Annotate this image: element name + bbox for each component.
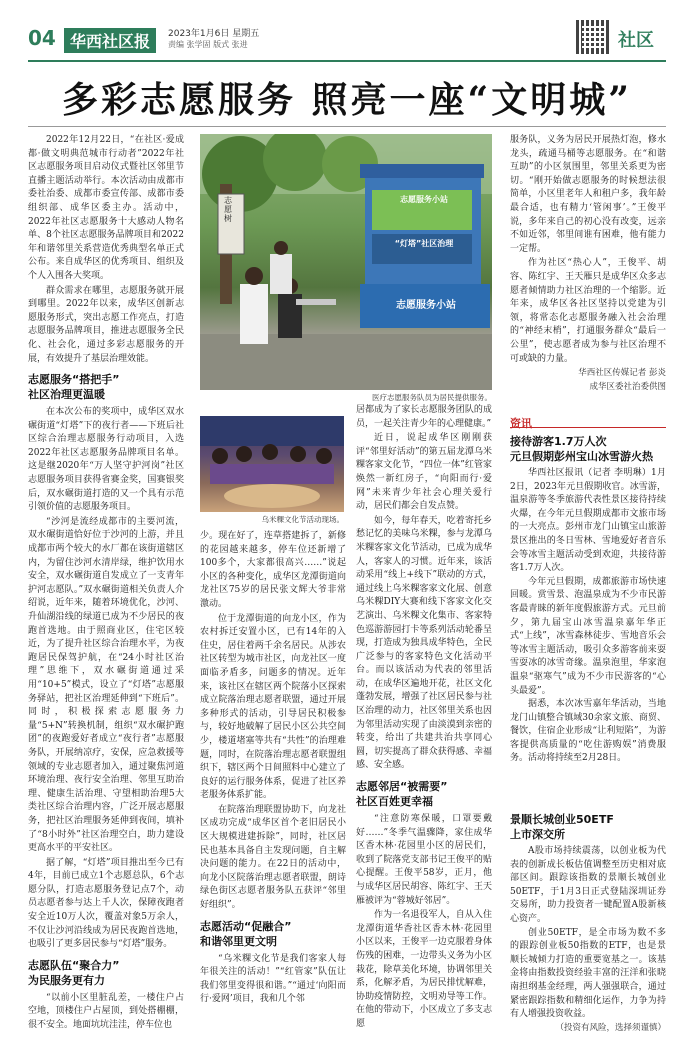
paragraph: “以前小区里脏乱差，一楼住户占空地，顶楼住户占屋顶，到处搭棚棚，很不安全。地面坑坑洼洼，停车位也 — [28, 992, 184, 1031]
subhead-line: 和谐邻里更文明 — [200, 934, 277, 948]
subhead-line: 社区百姓更幸福 — [356, 795, 433, 809]
news-title-line: 元旦假期彭州宝山冰雪游火热 — [510, 450, 653, 463]
paragraph: 据了解，“灯塔”项目推出至今已有4年，目前已成立1个志愿总队，6个志愿分队，打造志愿服务登记点7个，动员志愿者参与达上千人次，保障夜跑者安全近10万人次，覆盖对象5万余人，不仅让沙河沿线成为居民夜跑首选地，也吸引了更多居民参与“灯塔”服务。 — [28, 857, 184, 950]
editors-line: 责编 张学固 版式 张进 — [168, 40, 248, 49]
news-item-etf — [510, 812, 666, 1035]
subhead-line: 为民服务更有力 — [28, 973, 105, 987]
issue-date: 2023年1月6日 星期五 — [168, 29, 260, 39]
page-number: 04 — [28, 26, 56, 50]
paragraph: 居都成为了家长志愿服务团队的成员，一起关注青少年的心理健康。” — [356, 405, 492, 429]
subhead-volunteer-team — [28, 958, 184, 988]
paragraph: 如今，每年春天，吃着寄托乡愁记忆的美味乌米粿，参与龙潭乌米粿客家文化节活动，已成为成华人，客家人的习惯。近年来，该活动采用“线上+线下”联动的方式，通过线上乌米粿客家文化展、创意乌米粿DIY大赛和线下客家文化交艺演出、乌米粿文化集市、客家特色巡游游园打卡等系列活动轮番呈现，打造成为独具成华特色，全民广泛参与的客家特色文化活动平台。而以该活动为代表的邻里活动，在成华区遍地开花，社区文化蓬勃发展，增强了社区居民参与社区治理的动力，社区邻里关系也因为邻里活动实现了由淡漠到亲密的转变，给出了共建共治共享同心圆，切实提高了群众获得感、幸福感、安全感。 — [356, 515, 492, 771]
photo-sign-middle: “灯塔”社区治理 — [394, 239, 454, 248]
paragraph: “注意防寒保暖，口罩要戴好……”冬季气温骤降，家住成华区香木林·花园里小区的居民们，收到了院落党支部书记王俊平的贴心提醒。王俊平58岁，正月，他与成华区居民胡容、陈红宇、王天雁被评为“蓉城好邻居”。 — [356, 814, 492, 906]
byline-reporter: 华西社区传媒记者 彭炎 — [578, 368, 666, 379]
news-title-line: 接待游客1.7万人次 — [510, 435, 607, 448]
paragraph: 今年元旦假期，成都旅游市场快速回暖。赏雪景、泡温泉成为不少市民游客最青睐的新年度假旅游方式。元旦前夕，第九届宝山冰雪温泉嘉年华正式“上线”，冰雪森林徒步、雪地音乐会等冰雪主题活动，吸引众多游客前来耍雪耍冰的冰雪奇缘。温泉泡里，华家泡温泉“驱寒气”成为不少市民游客的“心头最爱”。 — [510, 576, 666, 696]
article-column-4 — [510, 134, 666, 395]
photo-festival-illustration — [200, 416, 344, 512]
subhead-line: 志愿队伍“聚合力” — [28, 958, 120, 972]
headline: 多彩志愿服务 照亮一座“文明城” — [62, 79, 632, 121]
masthead — [28, 22, 666, 62]
paragraph: 作为一名退役军人，自从入住龙潭街道华香社区香木林·花园里小区以来，王俊平一边克服着身体伤残的困难，一边带头义务为小区栽花，除草美化环境，协调邻里关系，化解矛盾，为居民排忧解难，协助疫情防控，文明劝导等工作。在他的带动下，小区成立了多支志愿 — [356, 910, 492, 1029]
subhead-volunteer-activity — [200, 919, 346, 949]
paragraph: 服务队，义务为居民开展热灯泡，修水龙头，疏通马桶等志愿服务。在“和谐互助”的小区氛围里，邻里关系更为密切。“刚开始做志愿服务的时候想法很简单，小区里老年人和租户多，我年龄最合适，也有精力‘管闲事’。”王俊平说，多年来自己的初心没有改变，远亲不如近邻，邻里间谁有困难，他有能力一定帮。 — [510, 135, 666, 254]
news-tag-label: 资讯 — [510, 417, 532, 430]
subhead-line: 志愿邻居“被需要” — [356, 780, 448, 794]
byline-photo: 成华区委社治委供图 — [589, 382, 666, 393]
news-title-line: 上市深交所 — [510, 828, 565, 841]
subhead-volunteer-neighbor — [356, 779, 492, 809]
article-column-2 — [200, 530, 346, 1008]
news-title-line: 景顺长城创业50ETF — [510, 813, 614, 826]
headline-divider — [28, 126, 666, 127]
paragraph: “沙河是流经成都市的主要河流，双水碾街道恰好位于沙河的上游，并且成都市两个较大的水厂都在该街道辖区内，为留住沙河水清岸绿，维护饮用水安全，双水碾街道自发成立了一支青年护河志愿队。”双水碾街道相关负责人介绍说，近年来，随着环境优化，沙河、升仙湖沿线的绿道已成为不少居民的夜跑首选地。由于照商业区，住宅区较近，为了提升社区综合治理水平，为夜跑居民保驾护航，在“24小时社区治理”思维下，双水碾街道通过采用“10+5”模式，设立了“灯塔”志愿服务驿站，把社区治理延伸到“下班后”。同时，积极探索志愿服务力量“5+N”转换机制，组织“双水碾护跑团”的夜跑爱好者成立“夜行者”志愿服务队，开展纳凉疗，安保，应急救援等领域的专业志愿者加入，通过聚焦河道环境治理、夜行安全治理、邻里互助治理、健康生活治理、守望相助治理5大类社区综合治理内容，广泛开展志愿服务，把社区治理服务延伸到夜间，填补了“8小时外”社区治理空白，助力建设更高水平的平安社区。 — [28, 516, 184, 854]
subhead-line: 志愿服务“搭把手” — [28, 373, 120, 387]
subhead-line: 社区治理更温暖 — [28, 388, 105, 402]
paragraph: 作为社区“热心人”，王俊平、胡容、陈红宇、王天雁只是成华区众多志愿者倾情助力社区治理的一个缩影。近年来，成华区各社区坚持以党建为引领，将常态化志愿服务融入社会治理的“神经末梢”，打通服务群众“最后一公里”，使志愿者成为参与社区治理不可或缺的力量。 — [510, 258, 666, 364]
news-title — [510, 812, 666, 842]
news-section-tag — [510, 412, 666, 428]
paragraph: 据悉，本次冰雪嘉年华活动，当地龙门山镇整合镇域30余家文旅、商贸、餐饮，住宿企业形成“让利短陷”，为游客提供高质量的“吃住游购娱”消费服务。活动将持续至2月28日。 — [510, 699, 666, 764]
paragraph: 在本次公布的奖项中，成华区双水碾街道“灯塔”下的夜行者——下班后社区综合治理志愿服务行动项目，入选2022年社区志愿服务品牌项目名单。这是继2020年“万人坚守护河岗”社区志愿服务项目获得省赛金奖，国赛银奖后，双水碾街道打造的又一个具有示范引领价值的志愿服务项目。 — [28, 407, 184, 513]
paragraph: 2022年12月22日，“在社区·爱成都·做文明典范城市行动者”2022年社区志愿服务项目启动仪式暨社区邻里节直播主题活动举行。本次活动由成都市委社治委、成都市委宣传部、成都市委组织部、成华区委主办。活动中，2022年社区志愿服务十大感动人物名单、8个社区志愿服务品牌项目和2022年和谐邻里关系营造优秀典型名单正式公布。来自成华区的优秀项目、组织及个人入围各大奖项。 — [28, 135, 184, 281]
photo-caption-festival: 乌米粿文化节活动现场。 — [261, 515, 344, 524]
photo-sign-top: 志愿服务小站 — [400, 195, 448, 204]
paragraph: 在院落治理联盟协助下，向龙社区成功完成“成华区首个老旧居民小区大规模进建拆除”，同时，社区居民也基本具备自主发现问题，自主解决问题的能力。在22日的活动中，向龙小区院落治理志愿者联盟，朗诗绿色街区志愿者服务队五获评“邻里好组织”。 — [200, 804, 346, 911]
paragraph: “乌米粿文化节是我们客家人每年很关注的活动！”“红管家”队伍让我们邻里变得很和谐。”“通过‘向阳而行·爱网’项目，我和几个邻 — [200, 953, 346, 1005]
photo-volunteer-station — [200, 134, 492, 390]
paragraph: 位于龙潭街道的向龙小区，作为农村拆迁安置小区，已有14年的入住史，居住着两千余名居民。从涉农社区转型为城市社区，向龙社区一度面临矛盾多，问题多的情况。近年来，该社区在辖区两个院落小区探索成立院落治理志愿者联盟，通过开展多种形式的活动，引导居民积极参与，较好地破解了居民小区公共空间少，楼道堵塞等共有“共性”的治理难题，同时，在院落治理志愿者联盟组织下，辖区两个日间照料中心建立了良好的运行服务体系，促进了社区养老服务体系扩能。 — [200, 613, 346, 801]
news-item-baoshan — [510, 434, 666, 766]
subhead-line: 志愿活动“促融合” — [200, 919, 292, 933]
paragraph: 近日，说起成华区刚刚获评“邻里好活动”的第五届龙潭乌米粿客家文化节，“四位一体”红管家焕然一新红房子，“向阳而行·爱网”未来青少年社会心理关爱行动，居民们都会自发点赞。 — [356, 433, 492, 512]
paragraph: 华西社区报讯（记者 李明琳）1月2日，2023年元旦假期收官。冰雪游，温泉游等冬季旅游代表性景区接待持续火爆，在今年元旦假期成都市文旅市场的一大亮点。彭州市龙门山镇宝山旅游景区推出的冬日雪林、雪地爱好者音乐会等冰雪主题活动受到欢迎，共接待游客1.7万人次。 — [510, 468, 666, 574]
photo-caption-volunteer-station: 医疗志愿服务队员为居民提供服务。 — [372, 393, 492, 402]
section-name: 社区 — [618, 30, 654, 51]
paragraph: 群众需求在哪里，志愿服务就开展到哪里。2022年以来，成华区创新志愿服务形式，突出志愿工作亮点，打造志愿服务品牌项目，推进志愿服务全民化、社会化，通过多彩志愿服务的开展，有效提升了基层治理效能。 — [28, 285, 184, 364]
qr-code-icon — [576, 20, 610, 54]
photo-sign-bottom: 志愿服务小站 — [396, 300, 456, 311]
photo-illustration — [200, 134, 492, 390]
news-title — [510, 434, 666, 464]
subhead-volunteer-help — [28, 372, 184, 402]
paper-name: 华西社区报 — [64, 28, 156, 53]
paragraph: A股市场持续震荡，以创业板为代表的创新成长板估值调整至历史相对底部区间。跟踪该指数的景顺长城创业50ETF，于1月3日正式登陆深圳证券交易所，助力投资者一键配置A股新核心资产。 — [510, 846, 666, 924]
article-column-1 — [28, 134, 184, 1034]
article-column-3-top — [356, 404, 492, 1033]
photo-festival — [200, 416, 344, 512]
paragraph: 少。现在好了，连草搭建拆了，新修的花园越来越多，停车位还新增了100多个，大家都很高兴……”说起小区的各种变化，成华区龙潭街道向龙社区75岁的居民张文辉大爷非常激动。 — [200, 531, 346, 609]
photo-board-text: 志愿树 — [224, 196, 232, 223]
paragraph: 创业50ETF，是全市场为数不多的跟踪创业板50指数的ETF，也是景顺长城倾力打造的重要宽基之一。该基金将由指数投资经验丰富的汪洋和张晓南担纲基金经理，两人强强联合，通过紧密跟踪指数和精细化运作，力争为持有人增强投资收益。 — [510, 927, 666, 1020]
investment-note: （投资有风险，选择须谨慎） — [555, 1022, 666, 1033]
